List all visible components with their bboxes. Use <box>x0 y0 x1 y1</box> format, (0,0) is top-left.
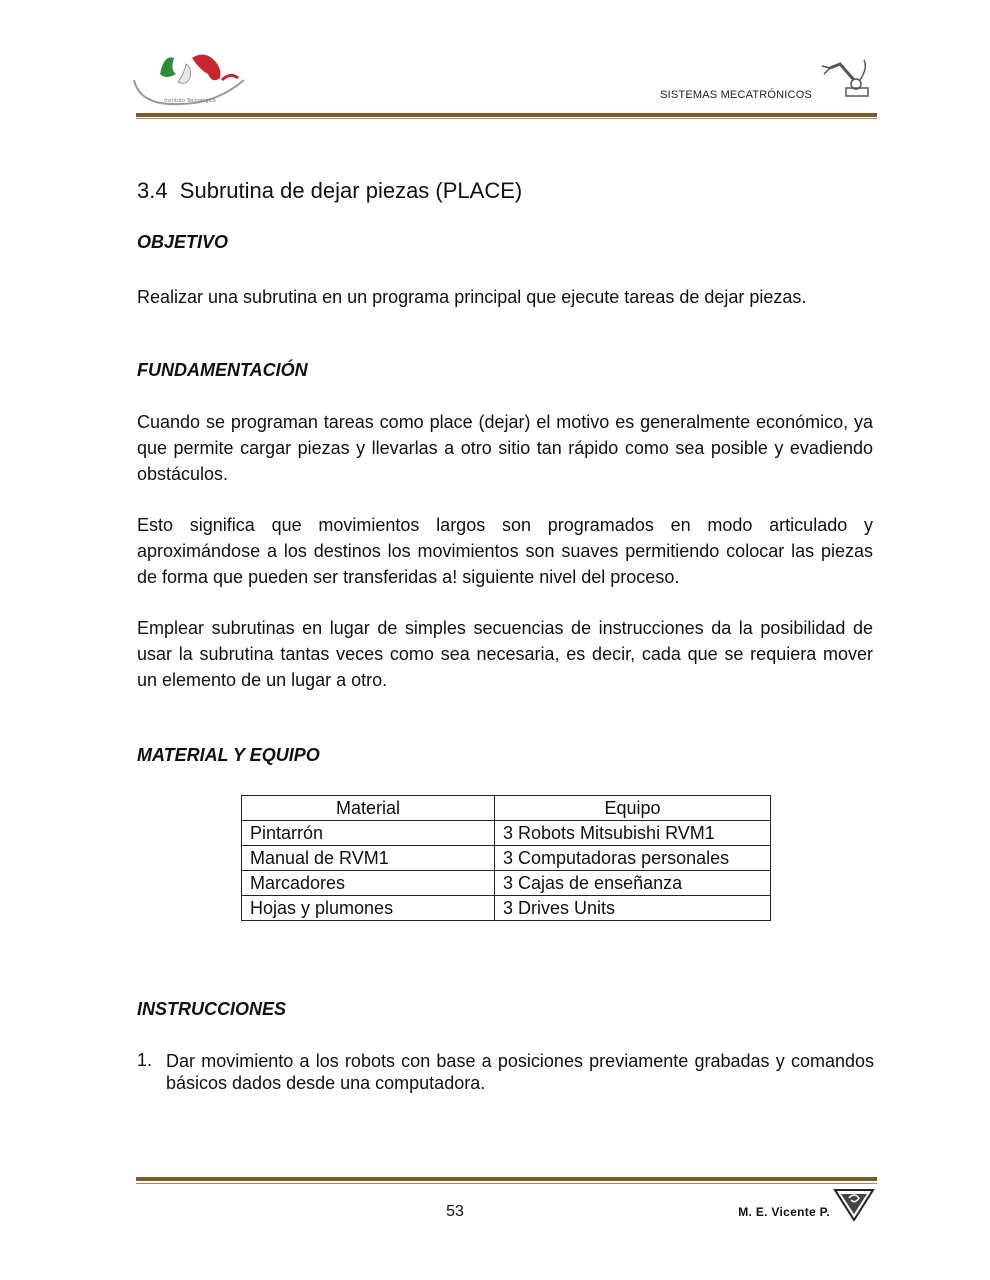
table-cell: 3 Cajas de enseñanza <box>495 871 771 896</box>
material-table <box>241 795 771 921</box>
header-rule-thin <box>136 118 877 119</box>
objetivo-text: Realizar una subrutina en un programa principal que ejecute tareas de dejar piezas. <box>137 287 807 307</box>
table-cell: Manual de RVM1 <box>242 846 495 871</box>
table-row <box>242 896 771 921</box>
column-header-equipo: Equipo <box>495 796 771 821</box>
objetivo-heading: OBJETIVO <box>137 232 229 252</box>
list-item-text: Dar movimiento a los robots con base a posiciones previamente grabadas y comandos básicos dados desde una computadora. <box>166 1051 874 1093</box>
page-number: 53 <box>446 1203 464 1220</box>
fundamentacion-paragraph-1: Cuando se programan tareas como place (dejar) el motivo es generalmente económico, ya que permite cargar piezas y llevarlas a otro sitio tan rápido como sea posible y evadiendo obstáculos. <box>137 412 873 484</box>
fundamentacion-heading: FUNDAMENTACIÓN <box>137 360 308 380</box>
footer-rule-thin <box>136 1183 877 1184</box>
footer-rule <box>136 1177 877 1181</box>
material-heading: MATERIAL Y EQUIPO <box>137 745 320 765</box>
table-cell: Marcadores <box>242 871 495 896</box>
table-cell: Pintarrón <box>242 821 495 846</box>
table-row <box>242 846 771 871</box>
author-name: M. E. Vicente P. <box>738 1205 830 1219</box>
list-item-number: 1. <box>137 1050 153 1070</box>
instrucciones-heading: INSTRUCCIONES <box>137 999 287 1019</box>
svg-text:Instituto Tecnológico: Instituto Tecnológico <box>164 98 216 104</box>
table-row <box>242 821 771 846</box>
table-row <box>242 871 771 896</box>
fundamentacion-paragraph-2: Esto significa que movimientos largos son programados en modo articulado y aproximándose a los destinos los movimientos son suaves permitiendo colocar las piezas de forma que pueden ser transferidas a! siguiente nivel del proceso. <box>137 515 873 587</box>
column-header-material: Material <box>242 796 495 821</box>
institution-logo <box>130 44 252 114</box>
table-header-row <box>242 796 771 821</box>
table-cell: 3 Drives Units <box>495 896 771 921</box>
table-cell: 3 Computadoras personales <box>495 846 771 871</box>
header-rule <box>136 113 877 117</box>
header-title: SISTEMAS MECATRÓNICOS <box>660 89 812 101</box>
section-title: 3.4 Subrutina de dejar piezas (PLACE) <box>137 178 523 203</box>
table-cell: Hojas y plumones <box>242 896 495 921</box>
triangle-badge-icon <box>833 1186 875 1222</box>
fundamentacion-paragraph-3: Emplear subrutinas en lugar de simples secuencias de instrucciones da la posibilidad de usar la subrutina tantas veces como sea necesaria, es decir, cada que se requiera mover un elemento de un lugar a otro. <box>137 618 873 690</box>
table-cell: 3 Robots Mitsubishi RVM1 <box>495 821 771 846</box>
robot-arm-icon <box>816 54 878 104</box>
